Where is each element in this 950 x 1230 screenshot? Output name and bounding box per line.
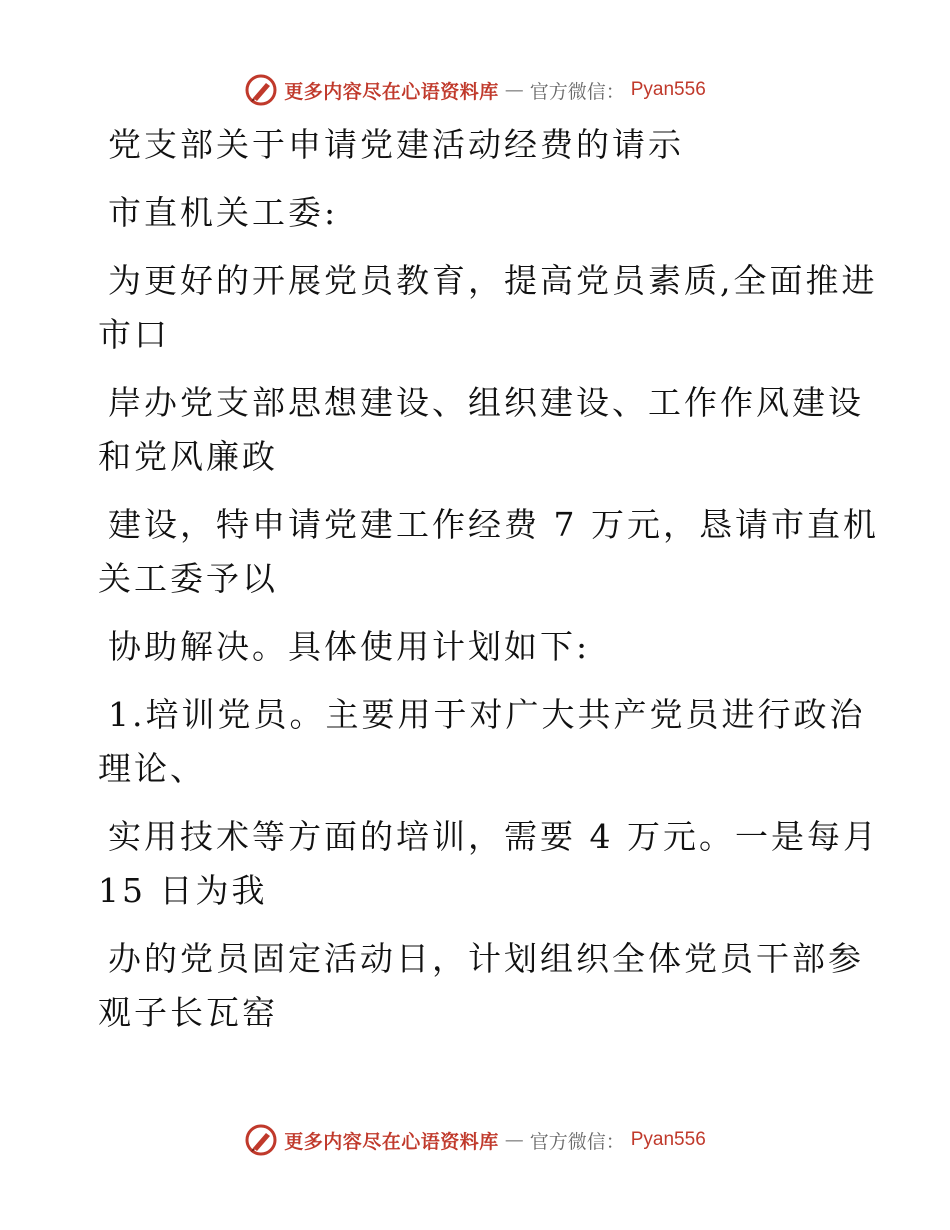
paragraph-continuation-line: 和党风廉政 [98, 437, 278, 476]
paragraph [98, 498, 879, 606]
watermark-site-text: 更多内容尽在心语资料库 [284, 1130, 499, 1153]
paragraph-line: 岸办党支部思想建设、组织建设、工作作风建设 [108, 383, 864, 422]
paragraph-line: 实用技术等方面的培训，需要 4 万元。一是每月 [108, 817, 879, 856]
paragraph [98, 810, 879, 918]
paragraph-continuation-line: 关工委予以 [98, 559, 278, 598]
paragraph [98, 932, 864, 1040]
watermark-wechat-id: Pyan556 [630, 1129, 706, 1150]
header-watermark [0, 70, 950, 110]
paragraph-line: 为更好的开展党员教育，提高党员素质,全面推进 [108, 261, 878, 300]
watermark-separator: — [504, 1129, 524, 1151]
watermark-label: 官方微信： [529, 80, 625, 103]
document-addressee: 市直机关工委: [108, 193, 339, 232]
watermark-label: 官方微信： [529, 1130, 625, 1153]
pen-logo-icon [244, 1123, 278, 1157]
paragraph-line: 1.培训党员。主要用于对广大共产党员进行政治 [108, 695, 866, 734]
watermark-separator: — [504, 79, 524, 101]
document-paragraphs [98, 254, 879, 1040]
paragraph-continuation-line: 市口 [98, 315, 170, 354]
paragraph [98, 688, 866, 796]
watermark-site-text: 更多内容尽在心语资料库 [284, 80, 499, 103]
paragraph-continuation-line: 15 日为我 [98, 871, 268, 910]
document-body [98, 118, 879, 1040]
paragraph [98, 254, 878, 362]
paragraph-line: 办的党员固定活动日，计划组织全体党员干部参 [108, 939, 864, 978]
paragraph [98, 376, 864, 484]
document-title: 党支部关于申请党建活动经费的请示 [108, 125, 684, 164]
watermark-wechat-id: Pyan556 [630, 79, 706, 100]
pen-logo-icon [244, 73, 278, 107]
paragraph-continuation-line: 观子长瓦窑 [98, 993, 278, 1032]
paragraph-line: 建设，特申请党建工作经费 7 万元，恳请市直机 [108, 505, 879, 544]
paragraph-continuation-line: 理论、 [98, 749, 206, 788]
paragraph [98, 620, 858, 674]
footer-watermark [0, 1120, 950, 1160]
paragraph-line: 协助解决。具体使用计划如下: [108, 627, 591, 666]
